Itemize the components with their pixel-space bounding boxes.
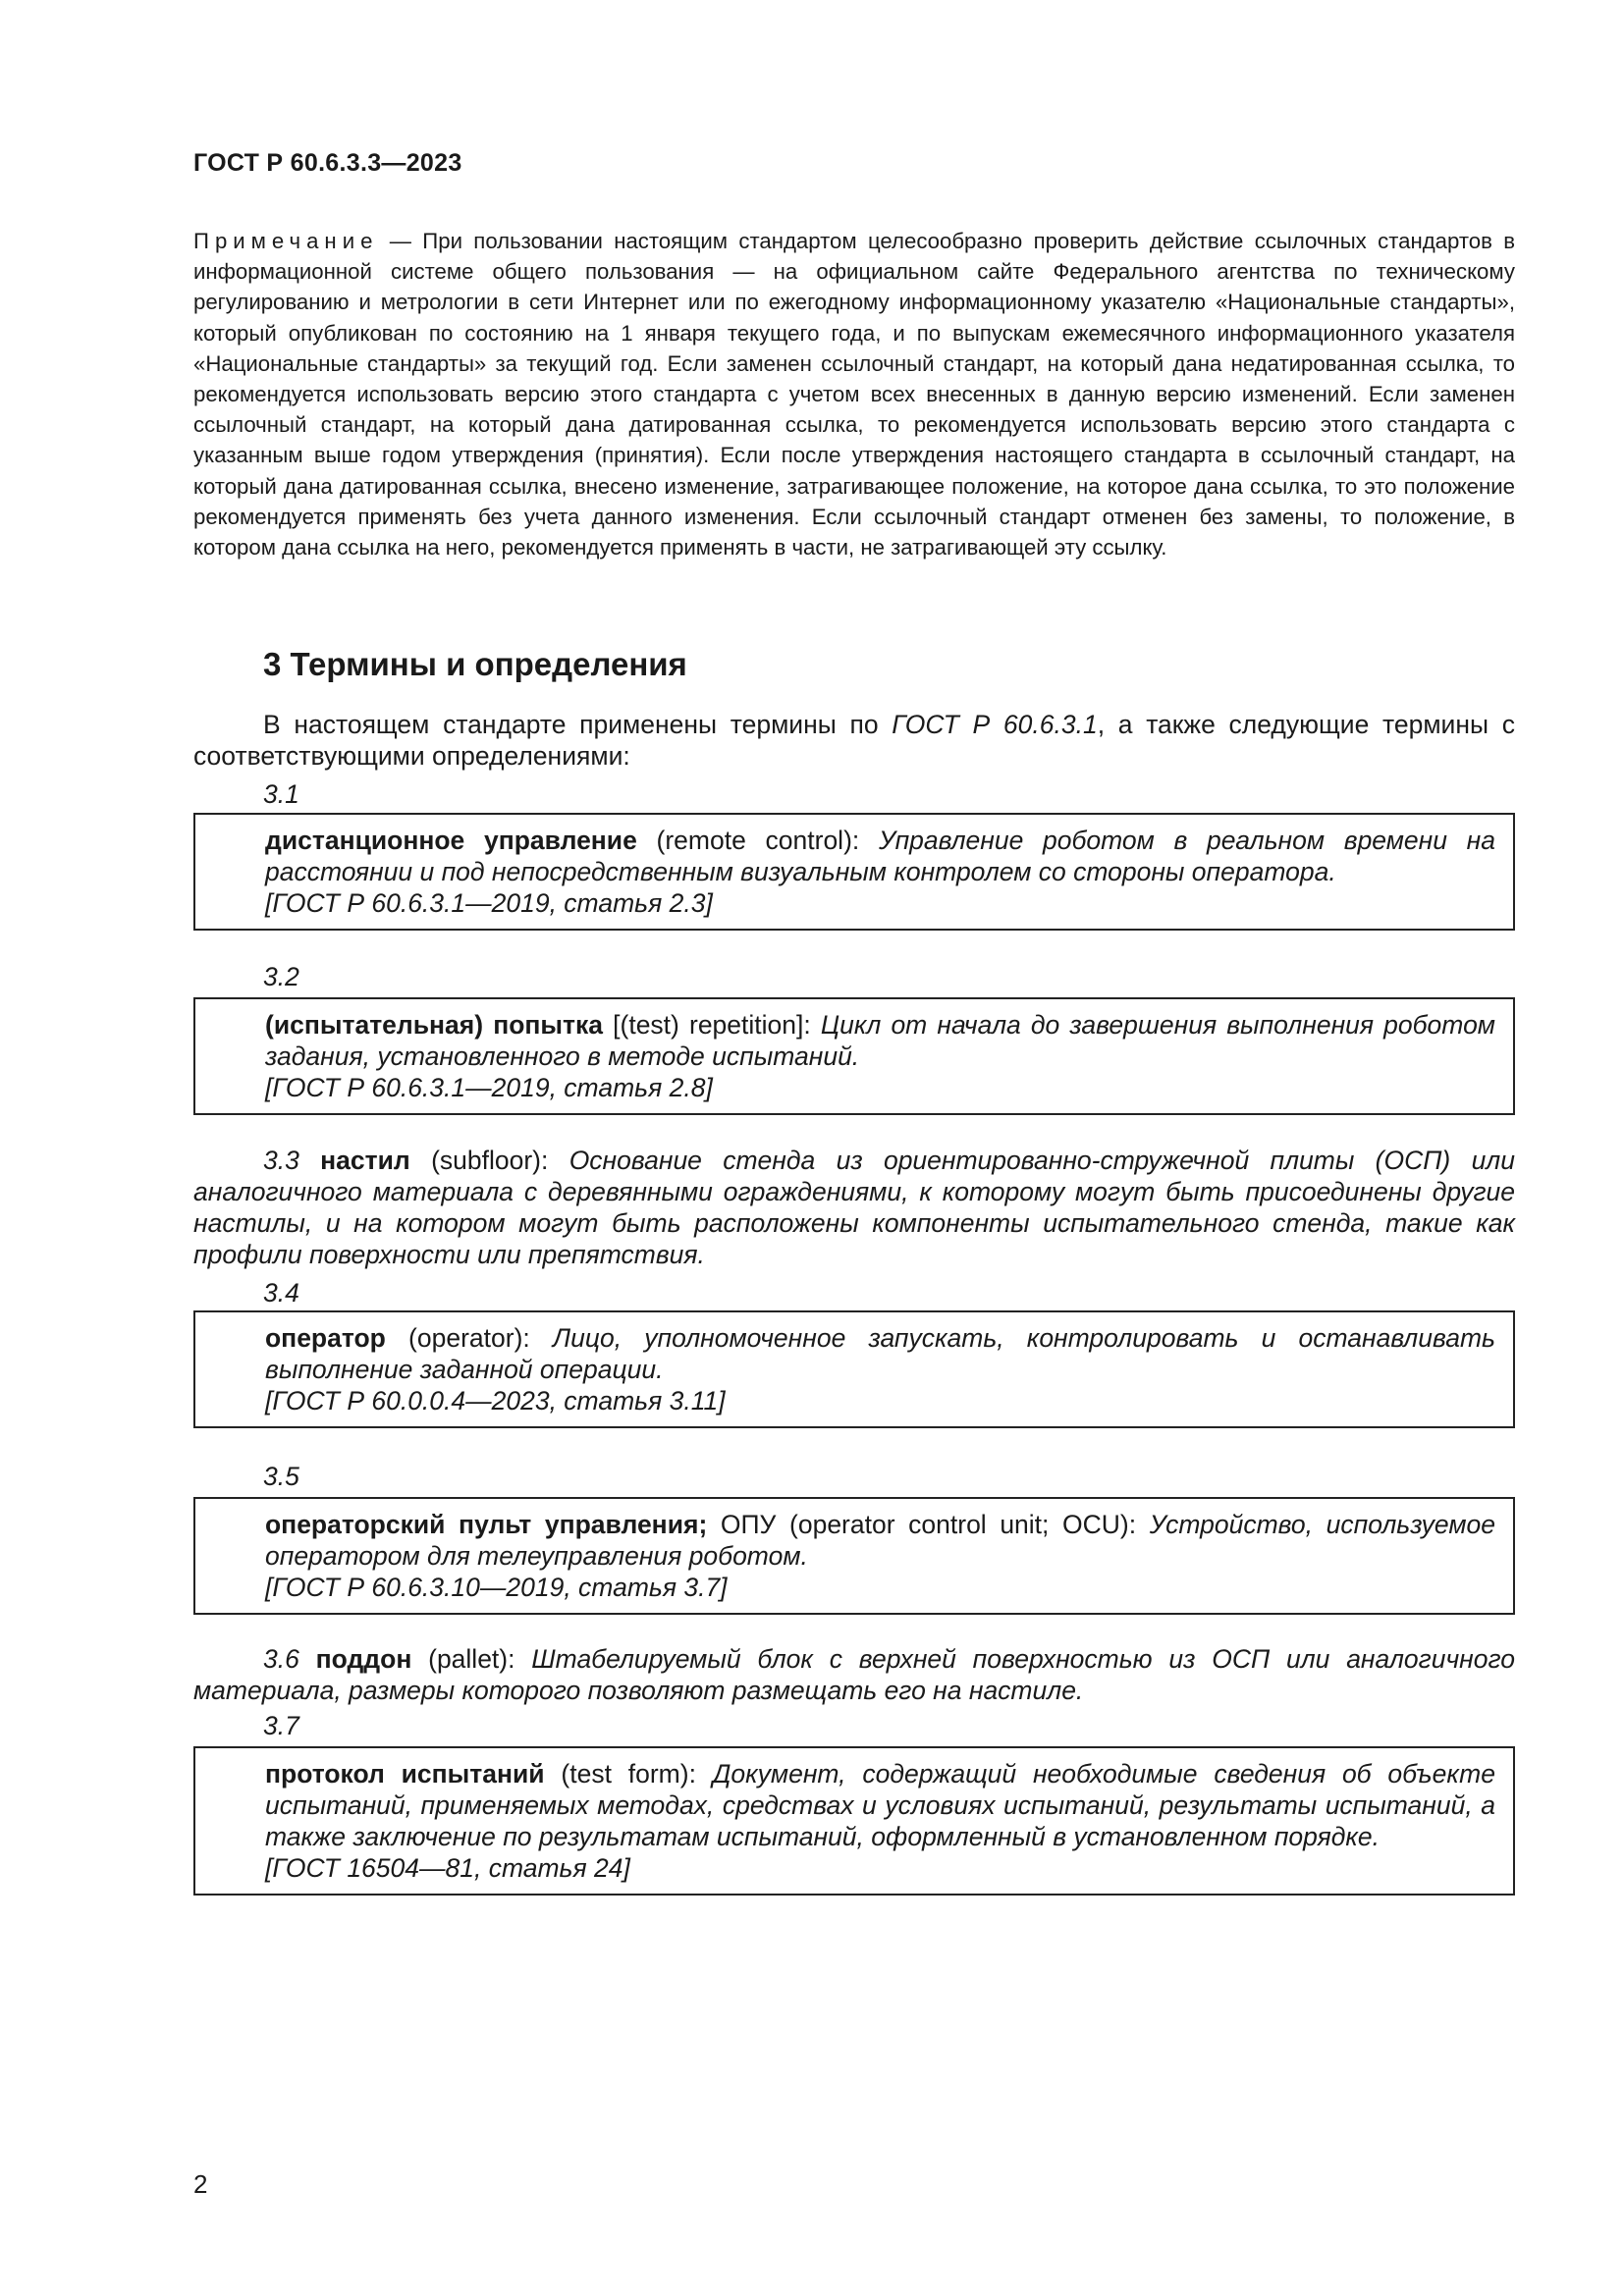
term-definition-text: Управление роботом в реальном времени на расстоянии и под непосредственным визуальным контролем со стороны оператора. [265,826,1495,886]
page-number: 2 [193,2169,208,2199]
term-english: (remote control): [636,826,879,855]
term-number-3-7: 3.7 [263,1711,299,1740]
term-definition-3-4 [265,1322,1495,1385]
term-definition-3-2 [265,1009,1495,1072]
term-number-3-1: 3.1 [263,779,299,809]
term-source: [ГОСТ Р 60.6.3.1—2019, статья 2.8] [265,1073,713,1102]
note-text: — При пользовании настоящим стандартом целесообразно проверить действие ссылочных стандартов в информационной системе общего пользования — на официальном сайте Федерального агентства по техническому регулированию и метрологии в сети Интернет или по ежегодному информационному указателю «Национальные стандарты», который опубликован по состоянию на 1 января текущего года, и по выпускам ежемесячного информационного указателя «Национальные стандарты» за текущий год. Если заменен ссылочный стандарт, на который дана недатированная ссылка, то рекомендуется использовать версию этого стандарта с учетом всех внесенных в данную версию изменений. Если заменен ссылочный стандарт, на который дана датированная ссылка, то рекомендуется использовать версию этого стандарта с указанным выше годом утверждения (принятия). Если после утверждения настоящего стандарта в ссылочный стандарт, на который дана датированная ссылка, внесено изменение, затрагивающее положение, на которое дана ссылка, то это положение рекомендуется применять без учета данного изменения. Если ссылочный стандарт отменен без замены, то положение, в котором дана ссылка на него, рекомендуется применять в части, не затрагивающей эту ссылку. [193,229,1515,561]
term-source: [ГОСТ Р 60.0.0.4—2023, статья 3.11] [265,1386,726,1415]
term-name: настил [320,1146,410,1175]
term-english: ОПУ (operator control unit; OCU): [707,1510,1150,1539]
term-definition-3-5 [265,1509,1495,1572]
section-intro [193,709,1515,772]
term-number-3-3: 3.3 [263,1146,299,1175]
intro-reference: ГОСТ Р 60.6.3.1 [892,710,1098,739]
term-definition-3-7 [265,1758,1495,1852]
term-source: [ГОСТ Р 60.6.3.1—2019, статья 2.3] [265,888,713,918]
term-paragraph-3-6 [193,1643,1515,1706]
page-header-standard-code: ГОСТ Р 60.6.3.3—2023 [193,149,462,177]
term-number-3-2: 3.2 [263,962,299,991]
term-number-3-4: 3.4 [263,1278,299,1308]
term-box-3-2 [193,997,1515,1115]
term-definition-text: Штабелируемый блок с верхней поверхностью из ОСП или аналогичного материала, размеры которого позволяют размещать его на настиле. [193,1644,1515,1705]
intro-text-after: , а также следующие термины с соответствующими определениями: [193,710,1515,771]
term-box-3-7 [193,1746,1515,1896]
term-box-3-1 [193,813,1515,931]
term-paragraph-3-3 [193,1145,1515,1270]
intro-text-before: В настоящем стандарте применены термины по [263,710,893,739]
term-english: [(test) repetition]: [603,1010,821,1040]
term-source: [ГОСТ 16504—81, статья 24] [265,1853,630,1883]
term-english: (operator): [385,1323,553,1353]
term-name: (испытательная) попытка [265,1010,604,1040]
term-definition-text: Цикл от начала до завершения выполнения роботом задания, установленного в методе испытаний. [265,1010,1495,1071]
term-english: (test form): [544,1759,713,1789]
term-definition-3-1 [265,825,1495,887]
term-name: операторский пульт управления; [265,1510,708,1539]
term-definition-text: Лицо, уполномоченное запускать, контролировать и останавливать выполнение заданной операции. [265,1323,1495,1384]
term-name: оператор [265,1323,386,1353]
term-definition-text: Устройство, используемое оператором для телеуправления роботом. [265,1510,1496,1571]
section-title: 3 Термины и определения [263,646,687,682]
term-definition-text: Документ, содержащий необходимые сведения об объекте испытаний, применяемых методах, средствах и условиях испытаний, результаты испытаний, а также заключение по результатам испытаний, оформленный в установленном порядке. [265,1759,1495,1851]
reference-note [193,226,1515,562]
term-name: дистанционное управление [265,826,637,855]
term-english: (subfloor): [409,1146,569,1175]
term-english: (pallet): [411,1644,532,1674]
term-number-3-5: 3.5 [263,1462,299,1491]
term-box-3-5 [193,1497,1515,1615]
term-name: протокол испытаний [265,1759,545,1789]
term-box-3-4 [193,1310,1515,1428]
term-source: [ГОСТ Р 60.6.3.10—2019, статья 3.7] [265,1573,728,1602]
term-definition-text: Основание стенда из ориентированно-стружечной плиты (ОСП) или аналогичного материала с деревянными ограждениями, к которому могут быть присоединены другие настилы, и на котором могут быть расположены компоненты испытательного стенда, такие как профили поверхности или препятствия. [193,1146,1515,1269]
term-name: поддон [315,1644,412,1674]
term-number-3-6: 3.6 [263,1644,299,1674]
note-label: Примечание [193,229,379,253]
